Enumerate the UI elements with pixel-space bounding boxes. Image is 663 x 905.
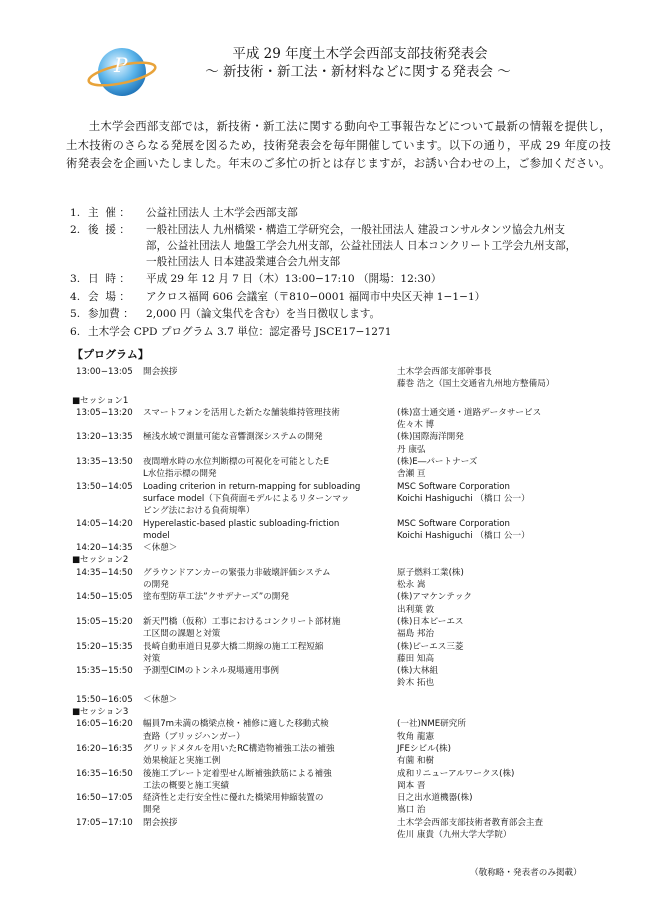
session-label: ■セッション2 (72, 555, 129, 566)
session-label: ■セッション1 (72, 395, 129, 406)
presenter: (株)大林組 (397, 666, 439, 677)
presenter: 舎瀬 亘 (397, 469, 426, 480)
program-session-heading (72, 554, 606, 566)
presenter: 佐々木 博 (397, 420, 435, 431)
session-time: 16:20−16:35 (76, 743, 133, 754)
program-row (76, 817, 606, 829)
program-row (76, 616, 606, 628)
detail-text: 一般社団法人 九州橋梁・構造工学研究会，一般社団法人 建設コンサルタンツ協会九州支 (146, 224, 565, 237)
talk-title: 効果検証と実施工例 (143, 756, 221, 767)
detail-item (70, 272, 615, 288)
talk-title: の開発 (143, 580, 169, 591)
talk-title: ピング法における負荷規準） (143, 506, 255, 517)
program-row (76, 530, 606, 542)
program-row (76, 518, 606, 530)
session-time: 16:35−16:50 (76, 768, 133, 779)
detail-label: 日 時 ： (88, 273, 130, 286)
program-row (76, 468, 606, 480)
talk-title: L水位指示標の開発 (143, 469, 217, 480)
detail-number: 2. (70, 224, 81, 237)
session-time: 17:05−17:10 (76, 817, 133, 828)
session-time: 14:20−14:35 (76, 543, 133, 554)
presenter: 福島 邦治 (397, 629, 435, 640)
talk-title: model (143, 530, 170, 541)
intro-paragraph: 土木学会西部支部では，新技術・新工法に関する動向や工事報告などについて最新の情報を提供し，土木技術のさらなる発展を図るため，技術発表会を毎年開催しています。以下の通り，平成 29 年度の技術発表会を企画いたしました。年末のご多忙の折とは存じますが，お誘い合わせの上，ご参加ください。 (66, 119, 611, 171)
program-row (76, 780, 606, 792)
program-row (76, 591, 606, 603)
program-row (76, 718, 606, 730)
presenter: MSC Software Corporation (397, 481, 510, 492)
program-row (76, 567, 606, 579)
session-time: 14:35−14:50 (76, 567, 133, 578)
program-row (76, 419, 606, 431)
session-time: 14:05−14:20 (76, 518, 133, 529)
program-row (76, 579, 606, 591)
session-time: 13:20−13:35 (76, 432, 133, 443)
presenter: 松永 嵩 (397, 580, 426, 591)
program-row (76, 628, 606, 640)
talk-title: 極浅水域で測量可能な音響測深システムの開発 (143, 432, 323, 443)
talk-title: 新天門橋（仮称）工事におけるコンクリート部材施 (143, 616, 341, 627)
talk-title: ＜休憩＞ (143, 694, 178, 705)
program-row (76, 804, 606, 816)
detail-text: 一般社団法人 日本建設業連合会九州支部 (146, 255, 341, 268)
detail-number: 5. (70, 308, 81, 321)
program-row (76, 829, 606, 841)
presenter: 丹 康弘 (397, 444, 426, 455)
presenter: 藤巻 浩之（国土交通省九州地方整備局） (397, 379, 555, 390)
footnote: （敬称略・発表者のみ掲載） (470, 868, 582, 878)
program-row (76, 431, 606, 443)
program-row (76, 694, 606, 706)
session-time: 15:20−15:35 (76, 641, 133, 652)
presenter: 有薗 和樹 (397, 756, 435, 767)
session-time: 13:50−14:05 (76, 481, 133, 492)
detail-number: 6. (70, 325, 81, 338)
presenter: 原子燃料工業(株) (397, 567, 464, 578)
talk-title: 後施工プレート定着型せん断補強鉄筋による補強 (143, 768, 332, 779)
presenter: 佐川 康貴（九州大学大学院） (397, 829, 512, 840)
detail-label: 参加費 ： (88, 308, 134, 321)
presenter: Koichi Hashiguchi （橋口 公一） (397, 530, 530, 541)
program-session-heading (72, 706, 606, 718)
presenter: (株)国際海洋開発 (397, 432, 464, 443)
session-time: 14:50−15:05 (76, 592, 133, 603)
detail-item (70, 325, 615, 341)
program-session-heading (72, 395, 606, 407)
detail-text: 2,000 円（論文集代を含む）を当日徴収します。 (146, 308, 381, 321)
session-time: 13:00−13:05 (76, 367, 133, 377)
talk-title: ＜休憩＞ (143, 543, 178, 554)
talk-title: 工法の概要と施工実績 (143, 780, 229, 791)
detail-label: 土木学会 CPD プログラム 3.7 単位：認定番号 JSCE17−1271 (88, 325, 392, 338)
presenter: 鈴木 拓也 (397, 678, 435, 689)
detail-item (70, 290, 615, 306)
talk-title: 経済性と走行安全性に優れた橋梁用伸縮装置の (143, 793, 324, 804)
presenter: (株)富士通交通・道路データサービス (397, 407, 542, 418)
presenter: 日之出水道機器(株) (397, 793, 473, 804)
session-time: 13:35−13:50 (76, 457, 133, 468)
session-time: 16:05−16:20 (76, 719, 133, 730)
session-time: 15:05−15:20 (76, 616, 133, 627)
talk-title: 夜間増水時の水位判断標の可視化を可能としたE (143, 457, 329, 468)
program-row (76, 378, 606, 390)
talk-title: Hyperelastic-based plastic subloading-friction (143, 518, 340, 529)
detail-item (70, 307, 615, 323)
session-time: 15:35−15:50 (76, 666, 133, 677)
talk-title: 開発 (143, 805, 161, 816)
society-globe-logo-icon (86, 42, 158, 102)
presenter: MSC Software Corporation (397, 518, 510, 529)
detail-text: アクロス福岡 606 会議室（〒810−0001 福岡市中央区天神 1−1−1） (146, 290, 486, 303)
presenter: 土木学会西部支部幹事長 (397, 367, 492, 377)
presenter: (一社)NME研究所 (397, 719, 466, 730)
program-row (76, 653, 606, 665)
presenter: (株)日本ピーエス (397, 616, 464, 627)
detail-number: 3. (70, 273, 81, 286)
detail-text: 公益社団法人 土木学会西部支部 (146, 207, 298, 219)
program-row (76, 641, 606, 653)
talk-title: 閉会挨拶 (143, 817, 178, 828)
presenter: (株)E―パートナーズ (397, 457, 478, 468)
presenter: 土木学会西部支部技術者教育部会主査 (397, 817, 544, 828)
talk-title: 長崎自動車道日見夢大橋二期線の施工工程短縮 (143, 641, 324, 652)
talk-title: グラウンドアンカーの緊張力非破壊評価システム (143, 567, 331, 578)
detail-item (70, 223, 615, 270)
detail-label: 主 催 ： (88, 207, 130, 219)
page-title: 平成 29 年度土木学会西部支部技術発表会 (232, 46, 488, 62)
presenter: 嶌口 治 (397, 805, 426, 816)
detail-number: 4. (70, 290, 81, 303)
program-table (72, 366, 606, 841)
detail-label: 後 援 ： (88, 224, 130, 237)
talk-title: 予測型CIMのトンネル現場適用事例 (143, 666, 280, 677)
presenter: 岡本 晋 (397, 780, 426, 791)
talk-title: 開会挨拶 (143, 367, 178, 377)
talk-title: 対策 (143, 653, 161, 664)
program-row (76, 456, 606, 468)
session-label: ■セッション3 (72, 707, 129, 718)
talk-title: 幅員7m未満の橋梁点検・補修に適した移動式検 (143, 719, 329, 730)
program-row (76, 677, 606, 689)
detail-text: 平成 29 年 12 月 7 日（木）13:00−17:10 （開場：12:30） (146, 273, 442, 286)
program-row (76, 407, 606, 419)
program-row (76, 481, 606, 493)
session-time: 13:05−13:20 (76, 407, 133, 418)
talk-title: 工区間の課題と対策 (143, 629, 221, 640)
talk-title: Loading criterion in return-mapping for subloading (143, 481, 361, 492)
program-row (76, 505, 606, 517)
program-heading: 【プログラム】 (72, 348, 149, 361)
presenter: 藤田 知高 (397, 653, 435, 664)
program-row (76, 444, 606, 456)
program-row (76, 542, 606, 554)
program-row (76, 731, 606, 743)
program-row (76, 493, 606, 505)
talk-title: 塗布型防草工法”クサデナーズ”の開発 (143, 592, 289, 603)
talk-title: スマートフォンを活用した新たな舗装維持管理技術 (143, 407, 340, 418)
presenter: (株)アマケンテック (397, 592, 473, 603)
presenter: JFEシビル(株) (397, 743, 451, 754)
detail-item (70, 206, 615, 222)
program-row (76, 604, 606, 616)
program-row (76, 743, 606, 755)
program-row (76, 792, 606, 804)
event-details (70, 206, 615, 342)
presenter: 成和リニューアルワークス(株) (397, 768, 515, 779)
program-row (76, 768, 606, 780)
presenter: 出利葉 敦 (397, 604, 435, 615)
session-time: 15:50−16:05 (76, 694, 133, 705)
talk-title: グリッドメタルを用いたRC構造物補強工法の補強 (143, 743, 335, 754)
presenter: (株)ピーエス三菱 (397, 641, 464, 652)
page-subtitle: ～ 新技術・新工法・新材料などに関する発表会 ～ (205, 64, 511, 80)
program-row (76, 755, 606, 767)
session-time: 16:50−17:05 (76, 793, 133, 804)
presenter: Koichi Hashiguchi （橋口 公一） (397, 493, 530, 504)
presenter: 牧角 龍憲 (397, 731, 435, 742)
svg-text:P: P (114, 53, 128, 77)
program-row (76, 366, 606, 378)
program-row (76, 665, 606, 677)
talk-title: 査路（ブリッジハンガー） (143, 731, 245, 742)
detail-text: 部，公益社団法人 地盤工学会九州支部，公益社団法人 日本コンクリート工学会九州支部， (146, 240, 577, 253)
detail-number: 1. (70, 207, 81, 219)
talk-title: surface model（下負荷面モデルによるリターンマッ (143, 493, 350, 504)
detail-label: 会 場 ： (88, 290, 130, 303)
